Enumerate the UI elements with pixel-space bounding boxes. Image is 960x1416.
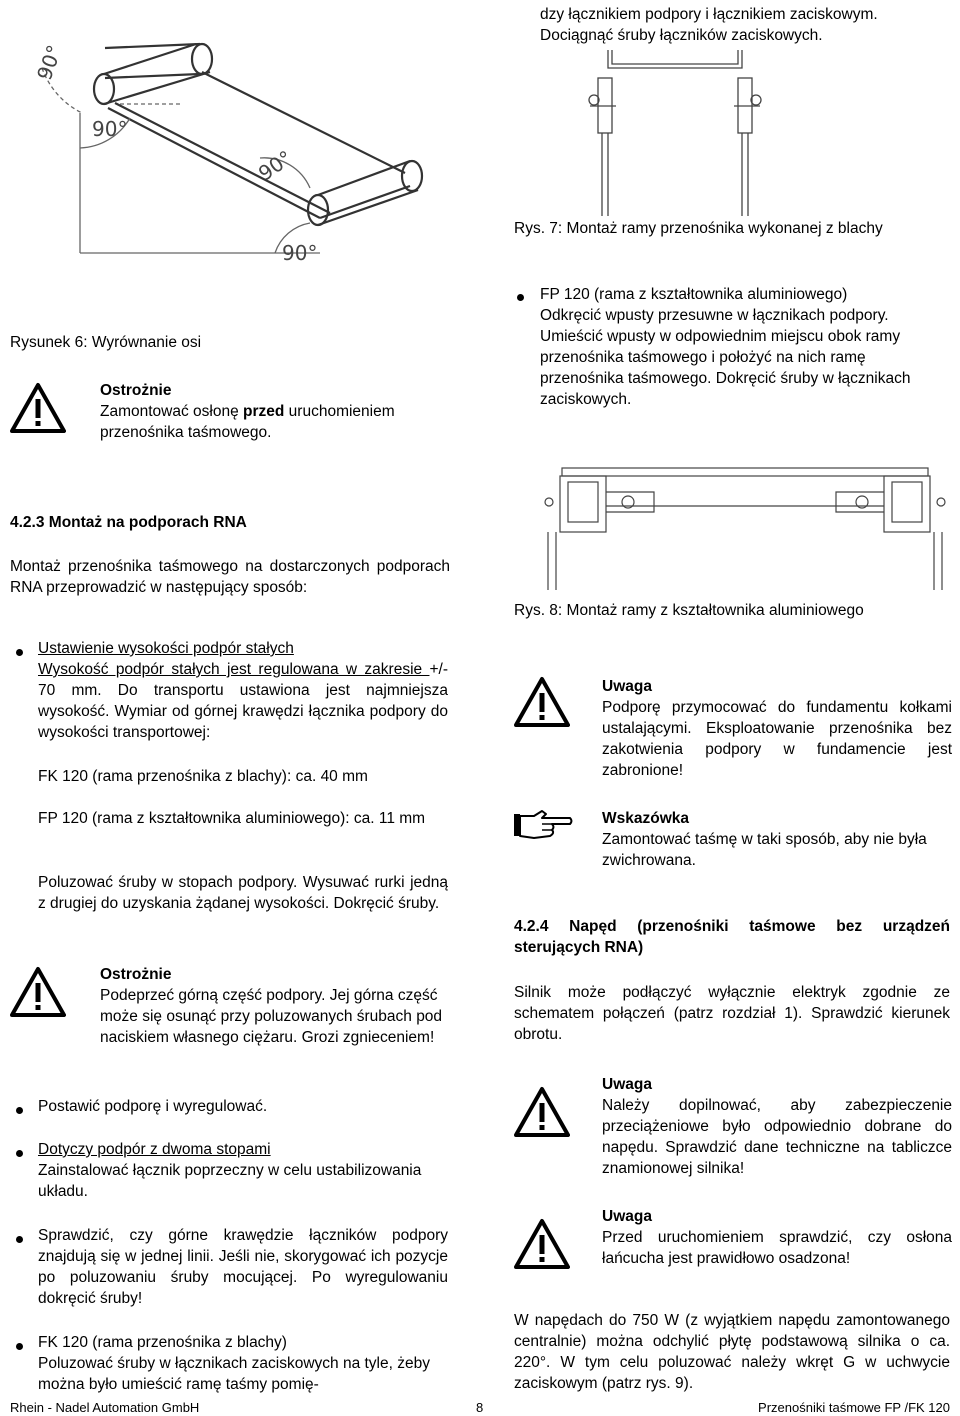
fp120-dimension: FP 120 (rama z kształtownika aluminiowego): ca. 11 mm xyxy=(38,810,426,827)
section-4-2-3-intro: Montaż przenośnika taśmowego na dostarczonych podporach RNA przeprowadzić w następujący sposób: xyxy=(10,558,450,596)
bullet-dot xyxy=(16,1107,23,1114)
motor-plate-text: W napędach do 750 W (z wyjątkiem napędu zamontowanego centralnie) można odchylić płytę podstawową silnika o ca. 220°. W tym celu poluzować należy wkręt G w uchwycie zaciskowym (patrz rys. 9). xyxy=(514,1312,950,1392)
notice-title: Uwaga xyxy=(602,1076,652,1093)
check-edges-instruction: Sprawdzić, czy górne krawędzie łączników podpory znajdują się w jednej linii. Jeśli nie, skorygować ich pozycje po poluzowaniu śruby mocującej. Po wyregulowaniu dokręcić śruby! xyxy=(38,1227,448,1307)
figure-8-caption: Rys. 8: Montaż ramy z kształtownika aluminiowego xyxy=(514,602,864,619)
continuation-line-2: Dociągnąć śruby łączników zaciskowych. xyxy=(540,27,823,44)
hint-notice xyxy=(602,808,952,871)
figure-7-sheet-frame xyxy=(560,48,790,218)
bullet-dot xyxy=(16,1236,23,1243)
figure-6-axis-alignment xyxy=(20,8,440,270)
two-feet-title: Dotyczy podpór z dwoma stopami xyxy=(38,1141,271,1158)
height-adjust-text: Wysokość podpór stałych jest regulowana w zakresie +/- 70 mm. Do transportu ustawiona jest najmniejsza wysokość. Wymiar od górnej krawędzi łącznika podpory do wysokości transportowej: xyxy=(38,661,448,741)
fk120-instruction xyxy=(38,1332,448,1395)
fp120-title: FP 120 (rama z kształtownika aluminiowego) xyxy=(540,286,848,303)
angle-label: 90° xyxy=(253,145,297,186)
pointing-hand-icon xyxy=(512,808,574,842)
notice-title: Uwaga xyxy=(602,1208,652,1225)
hint-text: Zamontować taśmę w taki sposób, aby nie była zwichrowana. xyxy=(602,831,927,869)
caution-notice-1 xyxy=(100,380,460,443)
warning-triangle-icon xyxy=(10,966,66,1018)
warning-triangle-icon xyxy=(514,1086,570,1138)
warning-triangle-icon xyxy=(10,382,66,434)
set-support-instruction: Postawić podporę i wyregulować. xyxy=(38,1098,268,1115)
caution-text: Zamontować osłonę przed uruchomieniem przenośnika taśmowego. xyxy=(100,403,395,441)
notice-text: Należy dopilnować, aby zabezpieczenie przeciążeniowe było odpowiednio dobrane do napędu. Sprawdzić dane techniczne na tabliczce znamionowej silnika! xyxy=(602,1097,952,1177)
warning-triangle-icon xyxy=(514,676,570,728)
section-heading-4-2-4: 4.2.4 Napęd (przenośniki taśmowe bez urządzeń sterujących RNA) xyxy=(514,918,950,956)
bullet-dot xyxy=(16,1150,23,1157)
notice-uwaga-3 xyxy=(602,1206,952,1269)
notice-text: Podporę przymocować do fundamentu kołkami ustalającymi. Eksploatowanie przenośnika bez zakotwienia podpory w fundamencie jest zabronione! xyxy=(602,699,952,779)
angle-label: 90° xyxy=(282,241,318,265)
bullet-dot xyxy=(16,1343,23,1350)
caution-notice-2 xyxy=(100,964,452,1048)
bullet-dot xyxy=(16,649,23,656)
continuation-line-1: dzy łącznikiem podpory i łącznikiem zaciskowym. xyxy=(540,6,878,23)
continuation-text xyxy=(540,4,950,46)
section-heading-4-2-3: 4.2.3 Montaż na podporach RNA xyxy=(10,514,247,531)
footer-document-title: Przenośniki taśmowe FP /FK 120 xyxy=(758,1400,950,1415)
fk120-title: FK 120 (rama przenośnika z blachy) xyxy=(38,1334,287,1351)
height-adjust-instruction xyxy=(38,638,448,743)
two-feet-text: Zainstalować łącznik poprzeczny w celu ustabilizowania układu. xyxy=(38,1162,422,1200)
fk120-dimension: FK 120 (rama przenośnika z blachy): ca. 40 mm xyxy=(38,768,368,785)
footer-company: Rhein - Nadel Automation GmbH xyxy=(10,1400,200,1415)
figure-6-caption: Rysunek 6: Wyrównanie osi xyxy=(10,334,202,351)
figure-8-aluminium-frame xyxy=(544,462,946,590)
notice-uwaga-1 xyxy=(602,676,952,781)
section-4-2-4-text: Silnik może podłączyć wyłącznie elektryk zgodnie ze schematem połączeń (patrz rozdział 1). Sprawdzić kierunek obrotu. xyxy=(514,984,950,1043)
figure-7-caption: Rys. 7: Montaż ramy przenośnika wykonanej z blachy xyxy=(514,220,883,237)
angle-label: 90° xyxy=(32,41,67,84)
warning-triangle-icon xyxy=(514,1218,570,1270)
loosen-screws-text: Poluzować śruby w stopach podpory. Wysuwać rurki jedną z drugiej do uzyskania żądanej wysokości. Dokręcić śruby. xyxy=(38,874,448,912)
notice-uwaga-2 xyxy=(602,1074,952,1179)
footer-page-number: 8 xyxy=(476,1400,484,1415)
bullet-dot xyxy=(517,294,524,301)
two-feet-instruction xyxy=(38,1139,448,1202)
fk120-text: Poluzować śruby w łącznikach zaciskowych na tyle, żeby można było umieścić ramę taśmy pomię- xyxy=(38,1355,430,1393)
caution-text: Podeprzeć górną część podpory. Jej górna część może się osunąć przy poluzowanych śrubach pod naciskiem własnego ciężaru. Grozi zgnieceniem! xyxy=(100,987,443,1046)
caution-title: Ostrożnie xyxy=(100,382,172,399)
notice-text: Przed uruchomieniem sprawdzić, czy osłona łańcucha jest prawidłowo osadzona! xyxy=(602,1229,952,1267)
caution-title: Ostrożnie xyxy=(100,966,172,983)
fp120-text: Odkręcić wpusty przesuwne w łącznikach podpory. Umieścić wpusty w odpowiednim miejscu obok ramy przenośnika taśmowego i położyć na nich ramę przenośnika taśmowego. Dokręcić śruby w łącznikach zaciskowych. xyxy=(540,307,911,408)
fp120-instruction xyxy=(540,284,950,410)
hint-title: Wskazówka xyxy=(602,810,690,827)
angle-label: 90° xyxy=(92,117,128,141)
notice-title: Uwaga xyxy=(602,678,652,695)
height-adjust-title: Ustawienie wysokości podpór stałych xyxy=(38,640,294,657)
